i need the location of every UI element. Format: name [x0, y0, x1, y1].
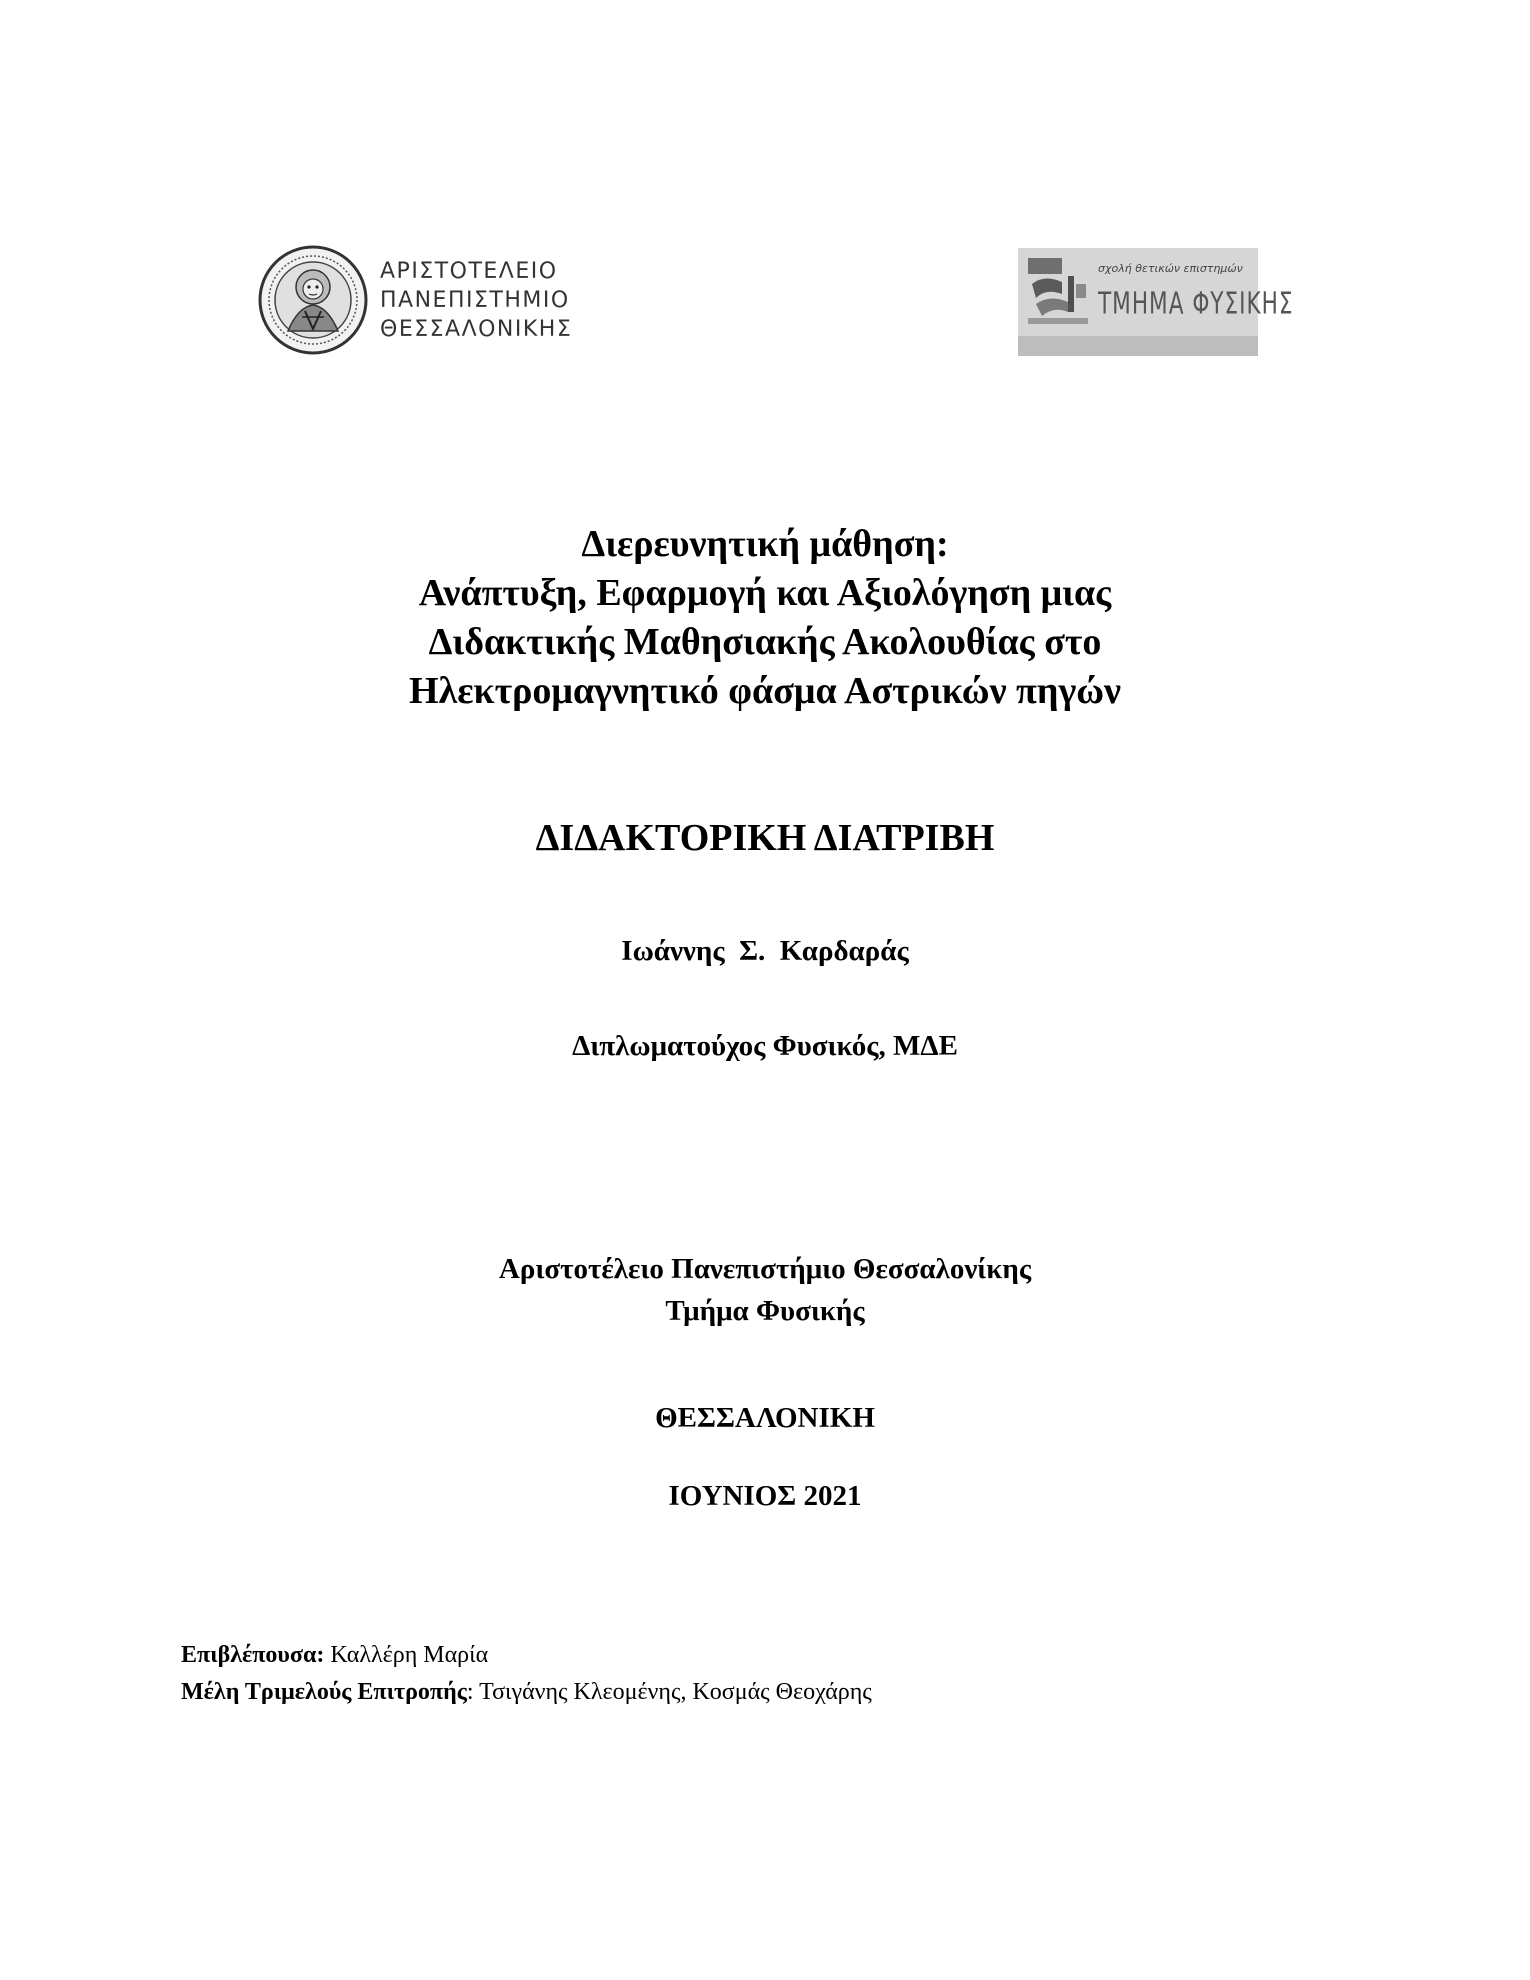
author-name: Ιωάννης Σ. Καρδαράς: [621, 935, 909, 967]
department-name: Τμήμα Φυσικής: [665, 1295, 865, 1327]
city: ΘΕΣΣΑΛΟΝΙΚΗ: [655, 1402, 875, 1434]
auth-wordmark-line: ΘΕΣΣΑΛΟΝΙΚΗΣ: [380, 317, 573, 342]
auth-wordmark-line: ΠΑΝΕΠΙΣΤΗΜΙΟ: [380, 288, 570, 313]
physics-logo-strip: [1018, 336, 1258, 356]
committee: [181, 1637, 872, 1711]
date: ΙΟΥΝΙΟΣ 2021: [668, 1480, 862, 1512]
physics-department-text: ΤΜΗΜΑ ΦΥΣΙΚΗΣ: [1098, 286, 1294, 321]
university-name: Αριστοτέλειο Πανεπιστήμιο Θεσσαλονίκης: [498, 1253, 1032, 1285]
author-degree: Διπλωματούχος Φυσικός, ΜΔΕ: [572, 1030, 958, 1062]
title-line: Ανάπτυξη, Εφαρμογή και Αξιολόγηση μιας: [418, 572, 1112, 614]
auth-wordmark-line: ΑΡΙΣΤΟΤΕΛΕΙΟ: [380, 259, 558, 284]
members-line: [181, 1674, 872, 1711]
auth-seal-icon: [258, 245, 368, 355]
physics-department-logo: [1018, 248, 1294, 356]
supervisor-line: [181, 1637, 872, 1674]
auth-logo: [258, 245, 578, 357]
members-label: Μέλη Τριμελούς Επιτροπής: [181, 1679, 467, 1705]
auth-wordmark: [380, 257, 572, 344]
physics-faculty-text: σχολή θετικών επιστημών: [1098, 262, 1243, 275]
title-line: Διδακτικής Μαθησιακής Ακολουθίας στο: [428, 621, 1102, 663]
supervisor-name: Καλλέρη Μαρία: [324, 1642, 489, 1668]
thesis-title: [0, 520, 1530, 716]
members-names: : Τσιγάνης Κλεομένης, Κοσμάς Θεοχάρης: [466, 1679, 872, 1705]
physics-emblem-icon: [1024, 254, 1094, 332]
title-line: Ηλεκτρομαγνητικό φάσμα Αστρικών πηγών: [409, 670, 1121, 712]
title-line: Διερευνητική μάθηση:: [581, 523, 949, 565]
institution: [0, 1248, 1530, 1332]
document-type: ΔΙΔΑΚΤΟΡΙΚΗ ΔΙΑΤΡΙΒΗ: [535, 817, 995, 859]
supervisor-label: Επιβλέπουσα:: [181, 1642, 325, 1668]
